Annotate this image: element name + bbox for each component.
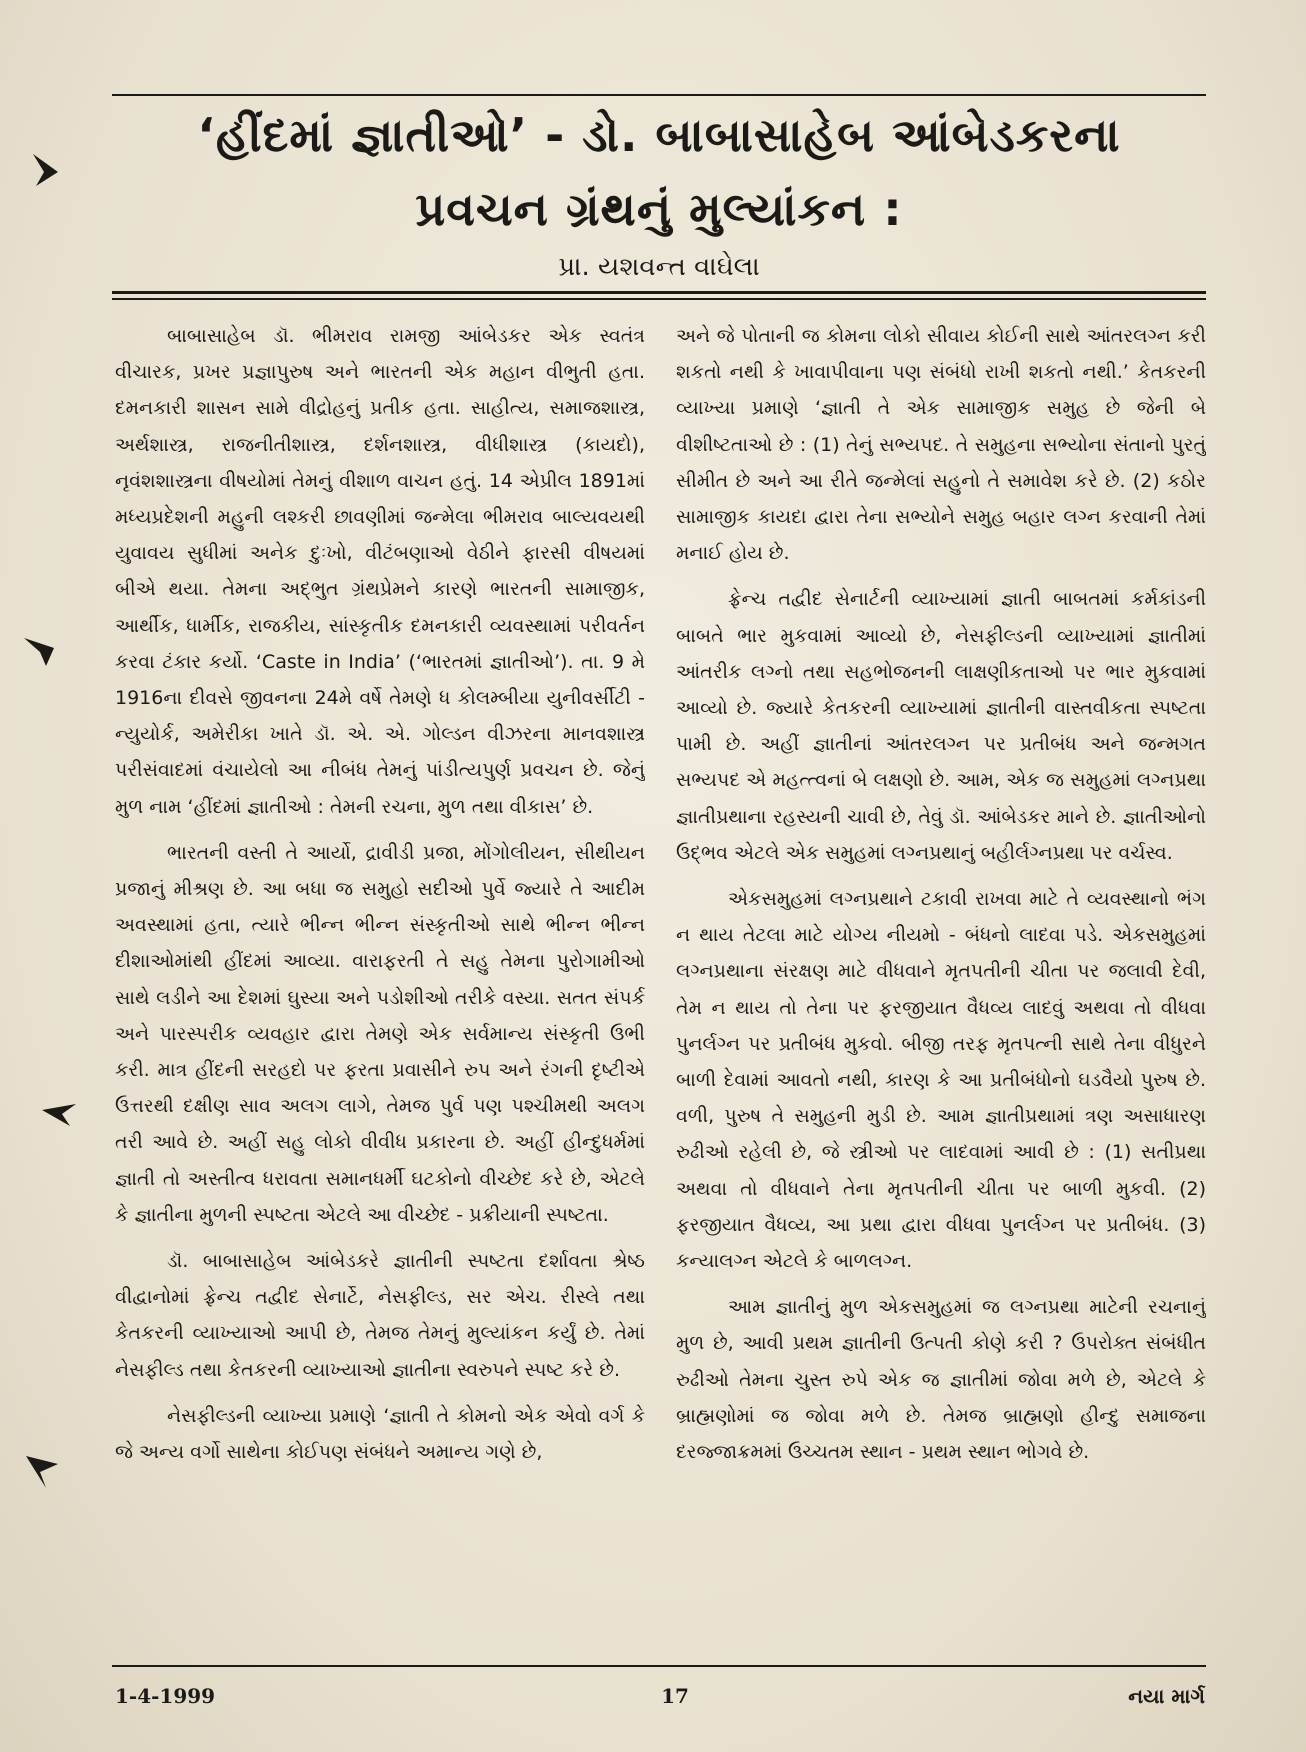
header-rule-thick [112, 291, 1206, 294]
article-title-line-2: પ્રવચન ગ્રંથનું મુલ્યાંકન : [415, 182, 903, 236]
right-column [676, 318, 1206, 1658]
paragraph: ભારતની વસ્તી તે આર્યો, દ્રાવીડી પ્રજા, મોંગોલીયન, સીથીયન પ્રજાનું મીશ્રણ છે. આ બધા જ સમુહો સદીઓ પુર્વે જ્યારે તે આદીમ અવસ્થામાં હતા, ત્યારે ભીન્ન ભીન્ન સંસ્કૃતીઓ સાથે ભીન્ન ભીન્ન દીશાઓમાંથી હીંદમાં આવ્યા. વારાફરતી તે સહુ તેમના પુરોગામીઓ સાથે લડીને આ દેશમાં ઘુસ્યા અને પડોશીઓ તરીકે વસ્યા. સતત સંપર્ક અને પારસ્પરીક વ્યવહાર દ્વારા તેમણે એક સર્વમાન્ય સંસ્કૃતી ઉભી કરી. માત્ર હીંદની સરહદો પર ફરતા પ્રવાસીને રુપ અને રંગની દૃષ્ટીએ ઉત્તરથી દક્ષીણ સાવ અલગ લાગે, તેમજ પુર્વ પણ પશ્ચીમથી અલગ તરી આવે છે. અહીં સહુ લોકો વીવીધ પ્રકારના છે. અહીં હીન્દુધર્મમાં જ્ઞાતી તો અસ્તીત્વ ધરાવતા સમાનધર્મી ઘટકોનો વીચ્છેદ કરે છે, એટલે કે જ્ઞાતીના મુળની સ્પષ્ટતા એટલે આ વીચ્છેદ - પ્રક્રીયાની સ્પષ્ટતા. [115, 841, 645, 1226]
paragraph: એકસમુહમાં લગ્નપ્રથાને ટકાવી રાખવા માટે તે વ્યવસ્થાનો ભંગ ન થાય તેટલા માટે યોગ્ય નીયમો - બંધનો લાદવા પડે. એકસમુહમાં લગ્નપ્રથાના સંરક્ષણ માટે વીધવાને મૃતપતીની ચીતા પર જલાવી દેવી, તેમ ન થાય તો તેના પર ફરજીયાત વૈધવ્ય લાદવું અથવા તો વીધવા પુનર્લગ્ન પર પ્રતીબંધ મુકવો. બીજી તરફ મૃતપત્ની સાથે તેના વીધુરને બાળી દેવામાં આવતો નથી, કારણ કે આ પ્રતીબંધોનો ઘડવૈયો પુરુષ છે. વળી, પુરુષ તે સમુહની મુડી છે. આમ જ્ઞાતીપ્રથામાં ત્રણ અસાધારણ રુઢીઓ રહેલી છે, જે સ્ત્રીઓ પર લાદવામાં આવી છે : (1) સતીપ્રથા અથવા તો વીધવાને તેના મૃતપતીની ચીતા પર બાળી મુકવી. (2) ફરજીયાત વૈધવ્ય, આ પ્રથા દ્વારા વીધવા પુનર્લગ્ન પર પ્રતીબંધ. (3) કન્યાલગ્ન એટલે કે બાળલગ્ન. [676, 888, 1206, 1273]
paragraph: આમ જ્ઞાતીનું મુળ એકસમુહમાં જ લગ્નપ્રથા માટેની રચનાનું મુળ છે, આવી પ્રથમ જ્ઞાતીની ઉત્પતી કોણે કરી ? ઉપરોક્ત સંબંધીત રુઢીઓ તેમના ચુસ્ત રુપે એક જ જ્ઞાતીમાં જોવા મળે છે, એટલે કે બ્રાહ્મણોમાં જ જોવા મળે છે. તેમજ બ્રાહ્મણો હીન્દુ સમાજના દરજ્જાક્રમમાં ઉચ્ચતમ સ્થાન - પ્રથમ સ્થાન ભોગવે છે. [676, 1296, 1206, 1464]
binding-hole-mark [22, 1450, 62, 1490]
binding-hole-mark [20, 630, 60, 670]
paragraph: બાબાસાહેબ ડૉ. ભીમરાવ રામજી આંબેડકર એક સ્વતંત્ર વીચારક, પ્રખર પ્રજ્ઞાપુરુષ અને ભારતની એક મહાન વીભુતી હતા. દમનકારી શાસન સામે વીદ્રોહનું પ્રતીક હતા. સાહીત્ય, સમાજશાસ્ત્ર, અર્થશાસ્ત્ર, રાજનીતીશાસ્ત્ર, દર્શનશાસ્ત્ર, વીધીશાસ્ત્ર (કાયદો), નૃવંશશાસ્ત્રના વીષયોમાં તેમનું વીશાળ વાચન હતું. 14 એપ્રીલ 1891માં મધ્યપ્રદેશની મહુની લશ્કરી છાવણીમાં જન્મેલા ભીમરાવ બાલ્યવયથી યુવાવય સુધીમાં અનેક દુઃખો, વીટંબણાઓ વેઠીને ફારસી વીષયમાં બીએ થયા. તેમના અદ્ભુત ગ્રંથપ્રેમને કારણે ભારતની સામાજીક, આર્થીક, ધાર્મીક, રાજકીય, સાંસ્કૃતીક દમનકારી વ્યવસ્થામાં પરીવર્તન કરવા ટંકાર કર્યો. ‘Caste in India’ (‘ભારતમાં જ્ઞાતીઓ’). તા. 9 મે 1916ના દીવસે જીવનના 24મે વર્ષે તેમણે ધ કોલમ્બીયા યુનીવર્સીટી - ન્યુયોર્ક, અમેરીકા ખાતે ડૉ. એ. એ. ગોલ્ડન વીઝરના માનવશાસ્ત્ર પરીસંવાદમાં વંચાયેલો આ નીબંધ તેમનું પાંડીત્યપુર્ણ પ્રવચન છે. જેનું મુળ નામ ‘હીંદમાં જ્ઞાતીઓ : તેમની રચના, મુળ તથા વીકાસ’ છે. [115, 325, 645, 818]
binding-hole-mark [28, 150, 68, 190]
issue-date: 1-4-1999 [115, 1684, 216, 1708]
paragraph: અને જે પોતાની જ કોમના લોકો સીવાય કોઈની સાથે આંતરલગ્ન કરી શકતો નથી કે ખાવાપીવાના પણ સંબંધો રાખી શકતો નથી.’ કેતકરની વ્યાખ્યા પ્રમાણે ‘જ્ઞાતી તે એક સામાજીક સમુહ છે જેની બે વીશીષ્ટતાઓ છે : (1) તેનું સભ્યપદ. તે સમુહના સભ્યોના સંતાનો પુરતું સીમીત છે અને આ રીતે જન્મેલાં સહુનો તે સમાવેશ કરે છે. (2) કઠોર સામાજીક કાયદા દ્વારા તેના સભ્યોને સમુહ બહાર લગ્ન કરવાની તેમાં મનાઈ હોય છે. [676, 325, 1206, 565]
paragraph: ફ્રેન્ચ તદ્વીદ સેનાર્ટની વ્યાખ્યામાં જ્ઞાતી બાબતમાં કર્મકાંડની બાબતે ભાર મુકવામાં આવ્યો છે, નેસફીલ્ડની વ્યાખ્યામાં જ્ઞાતીમાં આંતરીક લગ્નો તથા સહભોજનની લાક્ષણીકતાઓ પર ભાર મુકવામાં આવ્યો છે. જ્યારે કેતકરની વ્યાખ્યામાં જ્ઞાતીની વાસ્તવીકતા સ્પષ્ટતા પામી છે. અહીં જ્ઞાતીનાં આંતરલગ્ન પર પ્રતીબંધ અને જન્મગત સભ્યપદ એ મહત્ત્વનાં બે લક્ષણો છે. આમ, એક જ સમુહમાં લગ્નપ્રથા જ્ઞાતીપ્રથાના રહસ્યની ચાવી છે, તેવું ડૉ. આંબેડકર માને છે. જ્ઞાતીઓનો ઉદ્ભવ એટલે એક સમુહમાં લગ્નપ્રથાનું બહીર્લગ્નપ્રથા પર વર્ચસ્વ. [676, 588, 1206, 864]
article-title-line-1: ‘હીંદમાં જ્ઞાતીઓ’ - ડો. બાબાસાહેબ આંબેડકરના [197, 108, 1121, 162]
left-column [115, 318, 645, 1658]
top-rule [112, 94, 1206, 96]
author-byline: પ્રા. યશવન્ત વાઘેલા [558, 252, 760, 282]
header-rule-thin [112, 298, 1206, 300]
footer-rule [112, 1665, 1206, 1667]
page-number: 17 [661, 1684, 689, 1708]
paragraph: નેસફીલ્ડની વ્યાખ્યા પ્રમાણે ‘જ્ઞાતી તે કોમનો એક એવો વર્ગ કે જે અન્ય વર્ગો સાથેના કોઈપણ સંબંધને અમાન્ય ગણે છે, [115, 1404, 645, 1464]
binding-hole-mark [40, 1090, 80, 1130]
paragraph: ડૉ. બાબાસાહેબ આંબેડકરે જ્ઞાતીની સ્પષ્ટતા દર્શાવતા શ્રેષ્ઠ વીદ્વાનોમાં ફ્રેન્ચ તદ્વીદ સેનાર્ટે, નેસફીલ્ડ, સર એચ. રીસ્લે તથા કેતકરની વ્યાખ્યાઓ આપી છે, તેમજ તેમનું મુલ્યાંકન કર્યું છે. તેમાં નેસફીલ્ડ તથા કેતકરની વ્યાખ્યાઓ જ્ઞાતીના સ્વરુપને સ્પષ્ટ કરે છે. [115, 1250, 645, 1381]
publication-name: નયા માર્ગ [1128, 1684, 1205, 1708]
